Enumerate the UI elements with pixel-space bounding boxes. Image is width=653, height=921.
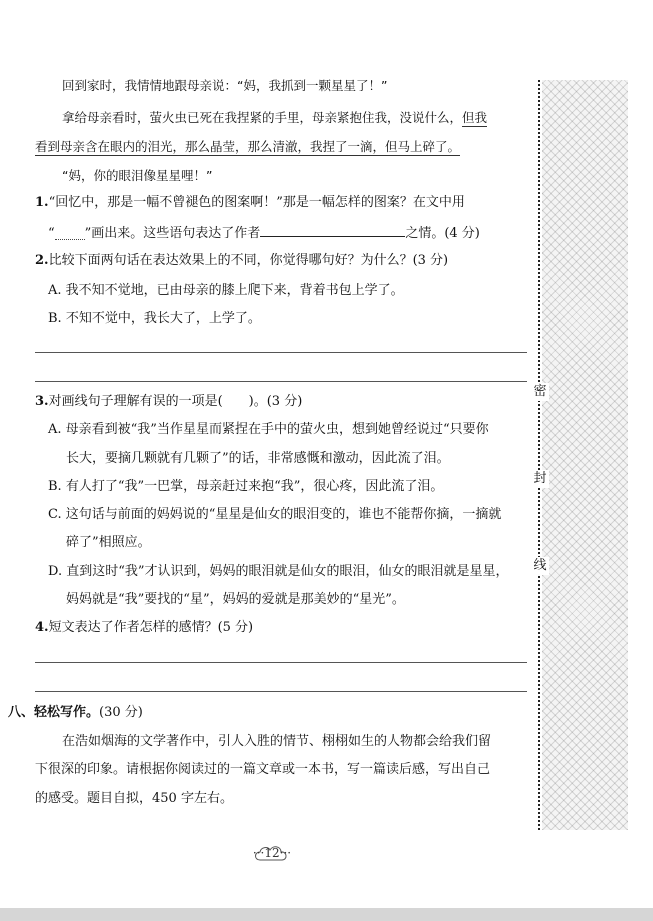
question-4 — [35, 618, 253, 638]
question-4-stem: 短文表达了作者怎样的感情？(5 分) — [48, 620, 254, 635]
seal-char-feng: 封 — [531, 470, 549, 488]
question-2 — [35, 251, 448, 271]
question-1-line2-text: ”画出来。这些语句表达了作者 — [84, 226, 261, 241]
question-1-line2 — [48, 222, 480, 244]
question-3-option-a-line1: A. 母亲看到被“我”当作星星而紧捏在手中的萤火虫，想到她曾经说过“只要你 — [48, 422, 489, 437]
question-1-number: 1. — [35, 195, 49, 210]
question-3-number: 3. — [35, 394, 49, 409]
underlined-sentence-start: 但我 — [462, 110, 488, 125]
question-2-option-b: B. 不知不觉中，我长大了，上学了。 — [48, 311, 261, 326]
question-1-quote-open: “ — [48, 226, 55, 241]
question-3-option-c-line2: 碎了”相照应。 — [66, 535, 151, 550]
seal-dotted-line — [538, 80, 540, 830]
section-8-heading — [8, 703, 143, 723]
page-number: ···12··· — [252, 846, 292, 860]
question-1-answer-blank[interactable] — [260, 222, 405, 237]
question-1-line1: “回忆中，那是一幅不曾褪色的图案啊！”那是一幅怎样的图案？在文中用 — [48, 195, 465, 210]
answer-line[interactable] — [35, 352, 527, 353]
question-1 — [35, 193, 465, 213]
question-3-stem: 对画线句子理解有误的一项是( )。(3 分) — [48, 394, 303, 409]
passage-paragraph-2 — [62, 108, 487, 128]
question-3 — [35, 392, 302, 412]
question-2-number: 2. — [35, 253, 49, 268]
question-2-option-a: A. 我不知不觉地，已由母亲的膝上爬下来，背着书包上学了。 — [48, 283, 404, 298]
section-8-title: 八、轻松写作。 — [8, 705, 100, 720]
question-2-stem: 比较下面两句话在表达效果上的不同，你觉得哪句好？为什么？(3 分) — [48, 253, 449, 268]
section-8-line1: 在浩如烟海的文学著作中，引人入胜的情节、栩栩如生的人物都会给我们留 — [62, 734, 492, 749]
question-3-option-d-line1: D. 直到这时“我”才认识到，妈妈的眼泪就是仙女的眼泪，仙女的眼泪就是星星， — [48, 564, 509, 579]
section-8-line3: 的感受。题目自拟，450 字左右。 — [35, 791, 233, 806]
underlined-sentence — [35, 137, 460, 157]
question-3-option-b: B. 有人打了“我”一巴掌，母亲赶过来抱“我”，很心疼，因此流了泪。 — [48, 479, 444, 494]
seal-char-mi: 密 — [531, 383, 549, 401]
binding-margin-pattern — [542, 80, 628, 830]
page-bottom-bar — [0, 908, 653, 921]
section-8-line2: 下很深的印象。请根据你阅读过的一篇文章或一本书，写一篇读后感，写出自己 — [35, 762, 491, 777]
question-4-number: 4. — [35, 620, 49, 635]
passage-paragraph-2-text: 拿给母亲看时，萤火虫已死在我捏紧的手里，母亲紧抱住我，没说什么， — [62, 110, 463, 125]
seal-char-xian: 线 — [531, 557, 549, 575]
answer-line[interactable] — [35, 691, 527, 692]
question-3-option-c-line1: C. 这句话与前面的妈妈说的“星星是仙女的眼泪变的，谁也不能帮你摘，一摘就 — [48, 507, 502, 522]
passage-paragraph-4: “妈，你的眼泪像星星哩！” — [62, 168, 213, 183]
underlined-sentence-text: 看到母亲含在眼内的泪光，那么晶莹，那么清澈，我捏了一滴，但马上碎了。 — [35, 139, 461, 154]
question-1-line2-end: 之情。(4 分) — [405, 226, 480, 241]
wavy-line-mark — [55, 227, 85, 240]
question-3-option-d-line2: 妈妈就是“我”要找的“星”，妈妈的爱就是那美妙的“星光”。 — [66, 592, 405, 607]
question-3-option-a-line2: 长大，要摘几颗就有几颗了”的话，非常感慨和激动，因此流了泪。 — [66, 451, 450, 466]
answer-line[interactable] — [35, 381, 527, 382]
page-number-ornament — [232, 840, 312, 868]
section-8-score: (30 分) — [99, 705, 143, 720]
passage-paragraph-1: 回到家时，我情情地跟母亲说：“妈，我抓到一颗星星了！” — [62, 78, 388, 93]
answer-line[interactable] — [35, 662, 527, 663]
